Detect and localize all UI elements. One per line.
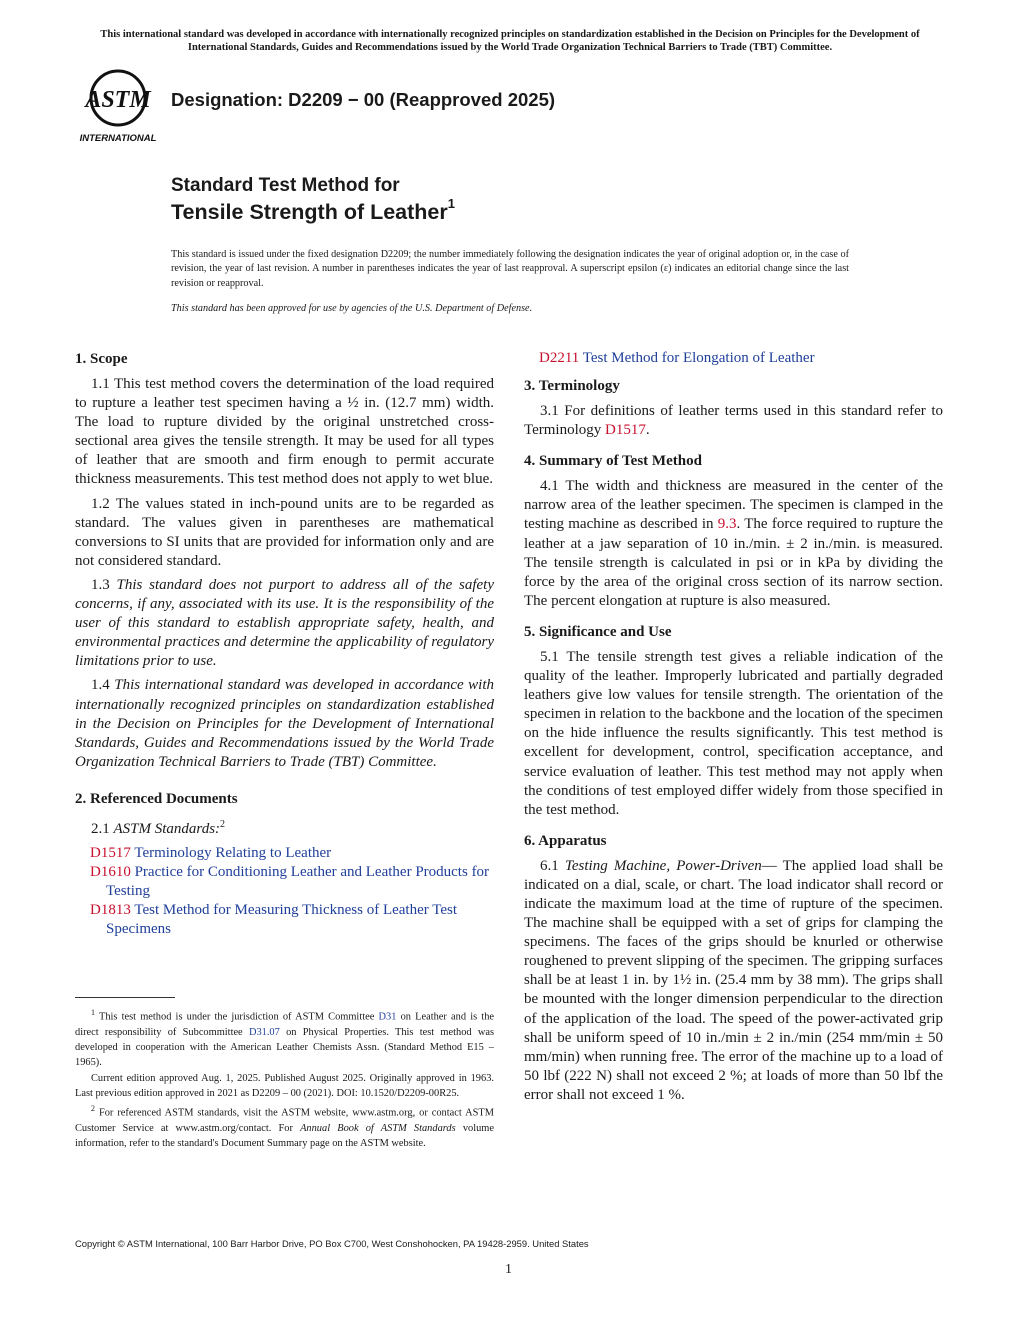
para-1-3-text: This standard does not purport to address all of the safety concerns, if any, associated with its use. It is the responsibility of the user of this standard to establish appropriate safety, health, and environmental practices and determine the applicability of regulatory limitations prior to use. bbox=[75, 576, 495, 670]
development-notice: This international standard was developed in accordance with internationally recognized principles on standardization established in the Decision on Principles for the Development of International Standards, Guides and Recommendations issued by the World Trade Organization Technical Barriers to Trade (TBT) Committee. bbox=[100, 29, 920, 53]
right-column bbox=[524, 349, 943, 1110]
title-footnote-marker: 1 bbox=[447, 196, 455, 211]
para-4-1-text-b: . The force required to rupture the leather at a jaw separation of 10 in./min. ± 2 in./min. is measured. The tensile strength is calculated in psi or in kPa by dividing the force by the area of the original cross section of its narrow section. The percent elongation at rupture is also measured. bbox=[524, 516, 943, 609]
ref-d1610[interactable] bbox=[75, 863, 494, 901]
ref-title[interactable]: Test Method for Measuring Thickness of Leather Test Specimens bbox=[106, 902, 458, 938]
ref-code[interactable]: D2211 bbox=[539, 350, 580, 366]
footnote-2: $^2$ For referenced ASTM standards, visit the ASTM website, www.astm.org, or contact ASTM Customer Service at www.astm.org/contact. For Annual Book of ASTM Standards volume information, refer to the standard's Document Summary page on the ASTM website. bbox=[75, 1104, 494, 1150]
section-1-heading: 1. Scope bbox=[75, 351, 128, 367]
subcommittee-d31-07-link[interactable]: D31.07 bbox=[248, 1026, 280, 1038]
title-text: Tensile Strength of Leather bbox=[171, 200, 448, 225]
section-6-heading: 6. Apparatus bbox=[524, 832, 607, 849]
title-line-1: Standard Test Method for bbox=[171, 175, 400, 196]
footnote-1-edition: Current edition approved Aug. 1, 2025. Published August 2025. Originally approved in 1963. Last previous edition approved in 2021 as D2209 – 00 (2021). DOI: 10.1520/D2209-00R25. bbox=[75, 1072, 494, 1099]
para-1-3 bbox=[75, 576, 494, 671]
para-4-1-text-a: 4.1 The width and thickness are measured in the center of the narrow area of the leather specimen. The specimen is clamped in the testing machine as described in bbox=[524, 478, 943, 533]
section-2-heading: 2. Referenced Documents bbox=[75, 790, 238, 807]
logo-text: ASTM bbox=[85, 87, 151, 113]
ref-d1517[interactable] bbox=[75, 844, 494, 863]
para-6-1 bbox=[524, 857, 943, 1105]
footnote-divider bbox=[75, 997, 175, 998]
designation: Designation: D2209 − 00 (Reapproved 2025) bbox=[171, 89, 556, 110]
ref-title[interactable]: Practice for Conditioning Leather and Leather Products for Testing bbox=[106, 864, 490, 900]
para-1-2: 1.2 The values stated in inch-pound units are to be regarded as standard. The values given in parentheses are mathematical conversions to SI units that are provided for information only and are not considered standard. bbox=[75, 495, 494, 569]
footnotes bbox=[75, 1005, 494, 1152]
committee-d31-link[interactable]: D31 bbox=[378, 1011, 397, 1023]
footnote-1: $^1$ This test method is under the jurisdiction of ASTM Committee D31 on Leather and is the direct responsibility of Subcommittee D31.07 on Physical Properties. This test method was developed in cooperation with the American Leather Chemists Assn. (Standard Method E15 – 1965). bbox=[75, 1008, 494, 1069]
ref-title[interactable]: Terminology Relating to Leather bbox=[134, 844, 332, 861]
logo-subtext: INTERNATIONAL bbox=[79, 133, 157, 144]
para-1-4-text: This international standard was developed in accordance with internationally recognized principles on standardization established in the Decision on Principles for the Development of International Standards, Guides and Recommendations issued by the World Trade Organization Technical Barriers to Trade (TBT) Committee. bbox=[75, 677, 494, 770]
para-1-4-number: 1.4 bbox=[91, 677, 115, 694]
left-column bbox=[75, 349, 494, 939]
astm-standards-label: ASTM Standards: bbox=[113, 820, 221, 837]
ref-title[interactable]: Test Method for Elongation of Leather bbox=[582, 350, 815, 366]
section-5-heading: 5. Significance and Use bbox=[524, 623, 672, 640]
section-9-3-link[interactable]: 9.3 bbox=[717, 516, 737, 533]
ref-code[interactable]: D1610 bbox=[90, 864, 131, 881]
para-6-1-number: 6.1 bbox=[540, 857, 565, 874]
issue-note: This standard is issued under the fixed designation D2209; the number immediately following the designation indicates the year of original adoption or, in the case of revision, the year of last revision. A number in parentheses indicates the year of last reapproval. A superscript epsilon (ε) indicates an editorial change since the last revision or reapproval. bbox=[171, 249, 849, 289]
section-3-heading: 3. Terminology bbox=[524, 378, 620, 395]
para-6-1-text: — The applied load shall be indicated on a dial, scale, or chart. The load indicator shall record or indicate the maximum load at the time of rupture of the specimen. The machine shall be equipped with a set of grips for clamping the specimens. The faces of the grips should be knurled or otherwise roughened to prevent slipping of the specimen. The gripping surfaces shall be at least 1 in. by 1½ in. (25.4 mm by 38 mm). The grips shall be mounted with the longer dimension perpendicular to the direction of the application of the load. The speed of the power-activated grip shall be uniform speed of 10 in./min ± 2 in./min (254 mm/min ± 50 mm/min) when running free. The error of the machine up to a load of 50 lbf (222 N) shall not exceed 2 %; at loads of more than 50 lbf the error shall not exceed 1 %. bbox=[524, 857, 944, 1103]
copyright-line: Copyright © ASTM International, 100 Barr Harbor Drive, PO Box C700, West Conshohocken, PA 19428-2959. United States bbox=[75, 1238, 589, 1249]
page-number: 1 bbox=[505, 1262, 512, 1277]
para-4-1 bbox=[524, 477, 943, 611]
para-3-1: 3.1 For definitions of leather terms used in this standard refer to Terminology D1517. bbox=[524, 403, 943, 439]
ref-d2211[interactable] bbox=[524, 349, 943, 368]
title-line-2 bbox=[171, 196, 455, 225]
para-2-1-number: 2.1 bbox=[91, 820, 114, 837]
astm-logo bbox=[74, 68, 162, 148]
para-1-1: 1.1 This test method covers the determination of the load required to rupture a leather test specimen having a ½ in. (12.7 mm) width. The load to rupture divided by the original unstretched cross-sectional area gives the tensile strength. It may be used for all types of leather that are smooth and firm enough to permit accurate thickness measurements. This test method does not apply to wet blue. bbox=[75, 376, 494, 488]
para-3-1-text: 3.1 For definitions of leather terms used in this standard refer to Terminology bbox=[524, 403, 943, 439]
section-4-heading: 4. Summary of Test Method bbox=[524, 453, 702, 470]
ref-code[interactable]: D1517 bbox=[90, 844, 131, 861]
terminology-link[interactable]: D1517 bbox=[605, 422, 646, 439]
ref-code[interactable]: D1813 bbox=[90, 902, 131, 919]
para-6-1-label: Testing Machine, Power-Driven bbox=[564, 857, 762, 874]
para-2-1 bbox=[75, 815, 494, 839]
astm-logo-icon bbox=[74, 68, 162, 148]
ref-d1813[interactable] bbox=[75, 901, 494, 939]
para-5-1: 5.1 The tensile strength test gives a reliable indication of the quality of the leather. Improperly lubricated and partially degraded leathers give low values for tensile strength. The orientation of the specimen in relation to the backbone and the location of the specimen on the hide influence the results significantly. This test method is excellent for development, control, specification acceptance, and service evaluation of leather. This test method may not apply when the conditions of test employed differ widely from those specified in the test method. bbox=[524, 648, 943, 818]
para-1-3-number: 1.3 bbox=[91, 576, 117, 593]
footnote-2-marker: 2 bbox=[220, 818, 226, 830]
para-1-4 bbox=[75, 676, 494, 771]
dod-approval-note: This standard has been approved for use by agencies of the U.S. Department of Defense. bbox=[171, 303, 533, 314]
